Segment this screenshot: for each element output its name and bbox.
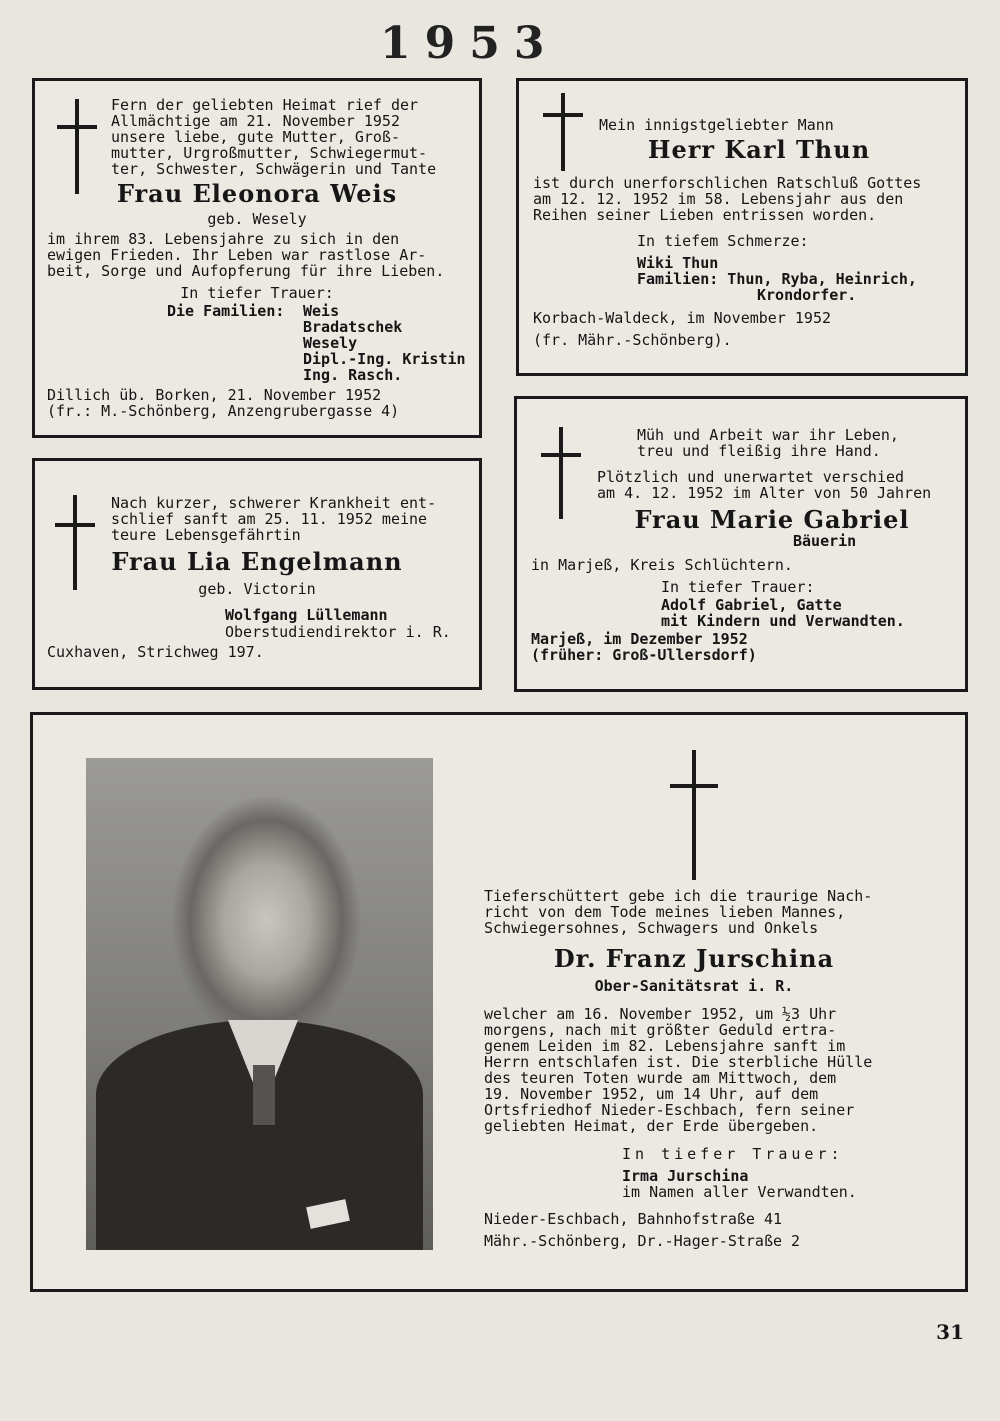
notice-gabriel-body-1: Plötzlich und unerwartet verschied	[597, 468, 905, 486]
notice-engelmann-signer-title: Oberstudiendirektor i. R.	[225, 623, 451, 641]
notice-thun-mourning: In tiefem Schmerze:	[637, 232, 809, 250]
notice-thun-body-3: Reihen seiner Lieben entrissen worden.	[533, 206, 877, 224]
notice-engelmann-place: Cuxhaven, Strichweg 197.	[47, 643, 264, 661]
notice-engelmann-intro-2: schlief sanft am 25. 11. 1952 meine	[111, 510, 428, 528]
notice-weis-family-3: Wesely	[303, 334, 358, 352]
notice-thun-intro: Mein innigstgeliebter Mann	[599, 116, 834, 134]
notice-gabriel-mourning: In tiefer Trauer:	[661, 578, 815, 596]
notice-jurschina-body-7: Ortsfriedhof Nieder-Eschbach, fern seiner	[484, 1101, 855, 1119]
notice-gabriel-intro-2: treu und fleißig ihre Hand.	[637, 442, 881, 460]
notice-weis-place-1: Dillich üb. Borken, 21. November 1952	[47, 386, 382, 404]
notice-weis-intro-4: mutter, Urgroßmutter, Schwiegermut-	[111, 144, 428, 162]
notice-weis-families-label: Die Familien:	[167, 302, 285, 320]
notice-jurschina-body-3: genem Leiden im 82. Lebensjahre sanft im	[484, 1037, 846, 1055]
notice-weis-body-1: im ihrem 83. Lebensjahre zu sich in den	[47, 230, 400, 248]
notice-weis-family-4: Dipl.-Ing. Kristin	[303, 350, 466, 368]
notice-weis-mourning: In tiefer Trauer:	[180, 284, 334, 302]
notice-weis	[32, 78, 482, 438]
notice-thun-name: Herr Karl Thun	[647, 135, 871, 164]
notice-jurschina-intro-3: Schwiegersohnes, Schwagers und Onkels	[484, 919, 819, 937]
notice-jurschina-place-2: Mähr.-Schönberg, Dr.-Hager-Straße 2	[484, 1232, 801, 1250]
notice-gabriel-intro-1: Müh und Arbeit war ihr Leben,	[637, 426, 899, 444]
notice-weis-family-2: Bradatschek	[303, 318, 403, 336]
notice-gabriel-signer-2: mit Kindern und Verwandten.	[661, 612, 905, 630]
notice-thun-body-1: ist durch unerforschlichen Ratschluß Gottes	[533, 174, 922, 192]
notice-gabriel-place-1: Marjeß, im Dezember 1952	[531, 630, 748, 648]
notice-gabriel-residence: in Marjeß, Kreis Schlüchtern.	[531, 556, 793, 574]
notice-weis-name: Frau Eleonora Weis	[116, 179, 398, 208]
notice-weis-body-3: beit, Sorge und Aufopferung für ihre Lieben.	[47, 262, 445, 280]
notice-thun-body-2: am 12. 12. 1952 im 58. Lebensjahr aus den	[533, 190, 904, 208]
notice-engelmann-signer: Wolfgang Lüllemann	[225, 606, 388, 624]
notice-weis-intro-3: unsere liebe, gute Mutter, Groß-	[111, 128, 400, 146]
notice-thun-signer-3: Krondorfer.	[757, 286, 857, 304]
notice-gabriel	[514, 396, 968, 692]
notice-jurschina-intro-2: richt von dem Tode meines lieben Mannes,	[484, 903, 846, 921]
notice-gabriel-body-2: am 4. 12. 1952 im Alter von 50 Jahren	[597, 484, 932, 502]
notice-jurschina-body-5: des teuren Toten wurde am Mittwoch, dem	[484, 1069, 837, 1087]
notice-gabriel-name: Frau Marie Gabriel	[634, 505, 910, 534]
page-header-year: 1953	[380, 18, 559, 69]
notice-jurschina-intro-1: Tieferschüttert gebe ich die traurige Nach-	[484, 887, 873, 905]
notice-weis-intro-2: Allmächtige am 21. November 1952	[111, 112, 400, 130]
notice-jurschina-signer-1: Irma Jurschina	[622, 1167, 749, 1185]
notice-engelmann-nee: geb. Victorin	[198, 580, 316, 598]
notice-weis-body-2: ewigen Frieden. Ihr Leben war rastlose Ar-	[47, 246, 427, 264]
notice-jurschina-name: Dr. Franz Jurschina	[553, 944, 835, 973]
notice-weis-intro-5: ter, Schwester, Schwägerin und Tante	[111, 160, 437, 178]
notice-engelmann-name: Frau Lia Engelmann	[111, 547, 403, 576]
notice-jurschina-title: Ober-Sanitätsrat i. R.	[594, 977, 794, 995]
notice-jurschina-body-4: Herrn entschlafen ist. Die sterbliche Hülle	[484, 1053, 873, 1071]
notice-thun-signer-1: Wiki Thun	[637, 254, 719, 272]
notice-thun-signer-2: Familien: Thun, Ryba, Heinrich,	[637, 270, 917, 288]
notice-engelmann-intro-3: teure Lebensgefährtin	[111, 526, 301, 544]
notice-engelmann-intro-1: Nach kurzer, schwerer Krankheit ent-	[111, 494, 437, 512]
notice-thun	[516, 78, 968, 376]
notice-thun-place-2: (fr. Mähr.-Schönberg).	[533, 331, 732, 349]
notice-weis-intro-1: Fern der geliebten Heimat rief der	[111, 96, 419, 114]
notice-jurschina-signer-2: im Namen aller Verwandten.	[622, 1183, 857, 1201]
cross-icon	[541, 427, 581, 519]
notice-gabriel-signer-1: Adolf Gabriel, Gatte	[661, 596, 842, 614]
notice-thun-place-1: Korbach-Waldeck, im November 1952	[533, 309, 832, 327]
notice-jurschina-mourning: In tiefer Trauer:	[622, 1145, 844, 1163]
notice-jurschina-body-1: welcher am 16. November 1952, um ½3 Uhr	[484, 1005, 837, 1023]
notice-weis-family-5: Ing. Rasch.	[303, 366, 403, 384]
notice-jurschina-body-6: 19. November 1952, um 14 Uhr, auf dem	[484, 1085, 819, 1103]
portrait-photo	[86, 758, 433, 1250]
cross-icon	[670, 750, 718, 880]
notice-weis-place-2: (fr.: M.-Schönberg, Anzengrubergasse 4)	[47, 402, 400, 420]
notice-weis-nee: geb. Wesely	[207, 210, 307, 228]
notice-weis-family-1: Weis	[303, 302, 340, 320]
notice-engelmann	[32, 458, 482, 690]
page-number: 31	[936, 1320, 964, 1344]
notice-gabriel-place-2: (früher: Groß-Ullersdorf)	[531, 646, 757, 664]
notice-jurschina-place-1: Nieder-Eschbach, Bahnhofstraße 41	[484, 1210, 783, 1228]
notice-jurschina-body-2: morgens, nach mit größter Geduld ertra-	[484, 1021, 837, 1039]
notice-jurschina-body-8: geliebten Heimat, der Erde übergeben.	[484, 1117, 819, 1135]
notice-gabriel-occupation: Bäuerin	[793, 532, 857, 550]
